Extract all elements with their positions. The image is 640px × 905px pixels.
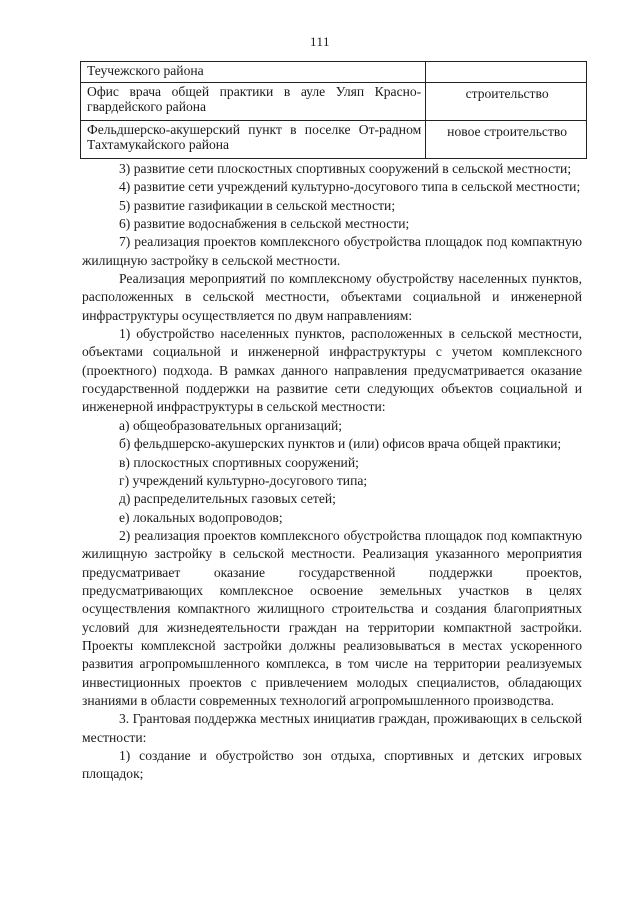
paragraph: г) учреждений культурно-досугового типа; [119, 472, 368, 488]
table-cell-name: Теучежского района [81, 62, 426, 83]
paragraph: в) плоскостных спортивных сооружений; [119, 454, 359, 470]
paragraph: 7) реализация проектов комплексного обустройства площадок под компактную жилищную застройку в сельской местности. [82, 234, 582, 268]
paragraph: 1) создание и обустройство зон отдыха, спортивных и детских игровых площадок; [82, 748, 582, 782]
paragraph: Реализация мероприятий по комплексному обустройству населенных пунктов, расположенных в сельской местности, объектами социальной и инженерной инфраструктуры осуществляется по двум направлениям: [82, 271, 582, 323]
table-cell-type [426, 62, 587, 83]
paragraph: 5) развитие газификации в сельской местности; [119, 197, 396, 213]
paragraph: 2) реализация проектов комплексного обустройства площадок под компактную жилищную застройку в сельской местности. Реализация указанного мероприятия предусматривает оказание государственной поддержки проектов, предусматривающих комплексное освоение земельных участков в целях осуществления компактного жилищного строительства и создания благоприятных условий для жизнедеятельности граждан на территории компактной застройки. Проекты комплексной застройки должны реализовываться в местах ускоренного развития агропромышленного комплекса, в том числе на территории реализуемых инвестиционных проектов с привлечением молодых специалистов, обладающих знаниями в области современных технологий агропромышленного производства. [82, 527, 582, 708]
paragraph: 1) обустройство населенных пунктов, расположенных в сельской местности, объектами социальной и инженерной инфраструктуры с учетом комплексного (проектного) подхода. В рамках данного направления предусматривается оказание государственной поддержки на развитие сети следующих объектов социальной и инженерной инфраструктуры в сельской местности: [82, 326, 582, 415]
facilities-table [80, 61, 587, 159]
paragraph: 3) развитие сети плоскостных спортивных сооружений в сельской местности; [119, 161, 572, 176]
paragraph: а) общеобразовательных организаций; [119, 417, 343, 433]
body-text [82, 160, 582, 784]
table-row [81, 121, 587, 159]
table-row [81, 83, 587, 121]
table-row [81, 62, 587, 83]
paragraph: 3. Грантовая поддержка местных инициатив граждан, проживающих в сельской местности: [82, 711, 582, 745]
paragraph: 6) развитие водоснабжения в сельской местности; [119, 216, 410, 232]
page-number: 111 [309, 34, 331, 49]
table-cell-name: Фельдшерско-акушерский пункт в поселке От-радном Тахтамукайского района [81, 121, 426, 159]
table-cell-name: Офис врача общей практики в ауле Уляп Красно-гвардейского района [81, 83, 426, 121]
paragraph: д) распределительных газовых сетей; [119, 491, 336, 507]
paragraph: е) локальных водопроводов; [119, 509, 283, 525]
table-cell-type: новое строительство [426, 121, 587, 159]
paragraph: б) фельдшерско-акушерских пунктов и (или) офисов врача общей практики; [119, 436, 562, 452]
table-cell-type: строительство [426, 83, 587, 121]
paragraph: 4) развитие сети учреждений культурно-досугового типа в сельской местности; [119, 179, 581, 195]
